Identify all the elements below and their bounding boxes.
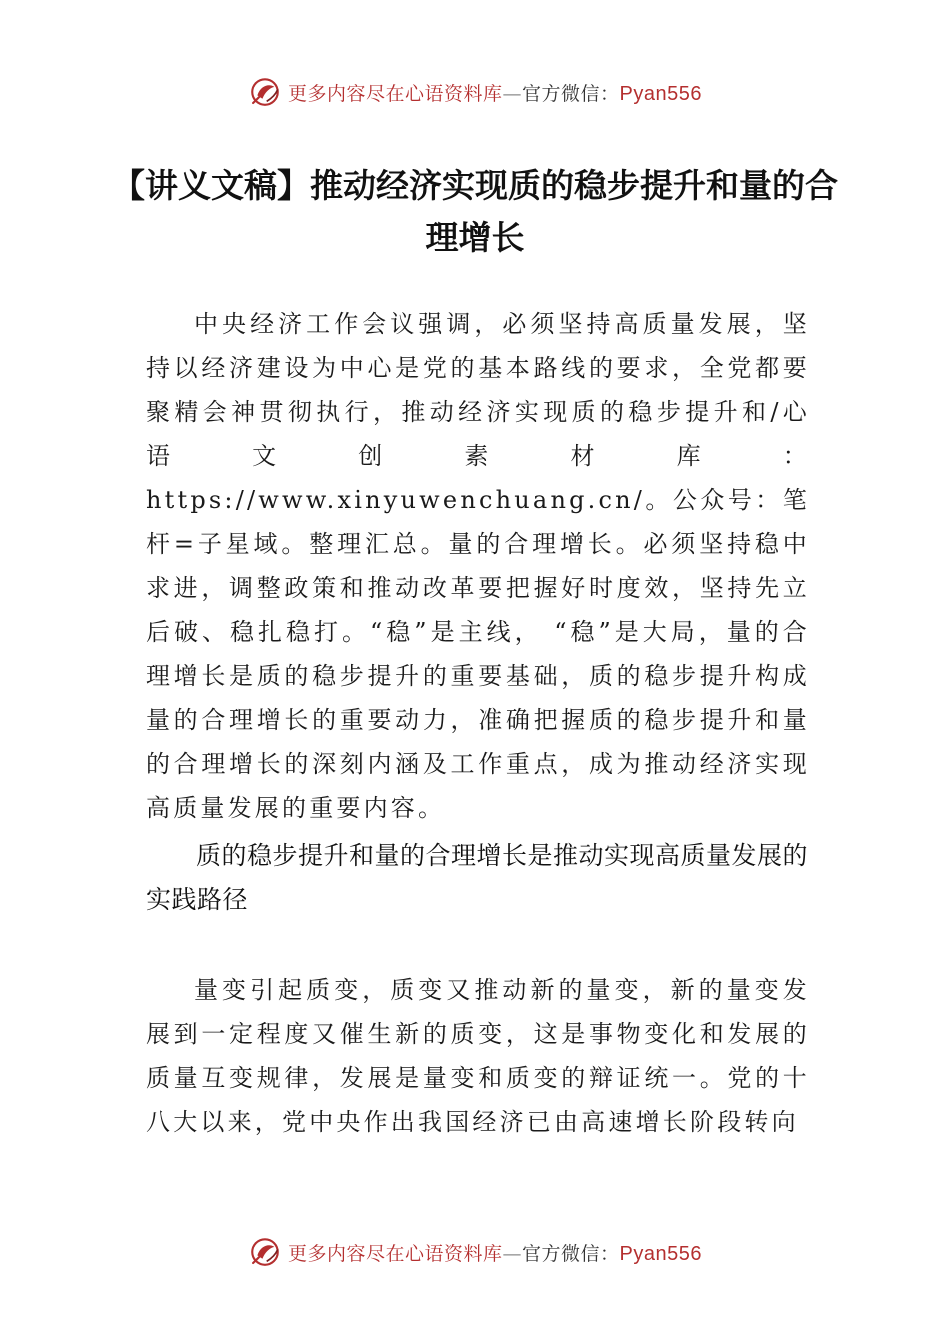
header-wechat-label: 官方微信： (522, 82, 620, 105)
paragraph-1: 中央经济工作会议强调，必须坚持高质量发展，坚持以经济建设为中心是党的基本路线的要求，全党都要聚精会神贯彻执行，推动经济实现质的稳步提升和/心语文创素材库：https://www.xinyuwenchuang.cn/。公众号：笔杆=子星域。整理汇总。量的合理增长。必须坚持稳中求进，调整政策和推动改革要把握好时度效，坚持先立后破、稳扎稳打。“稳”是主线， “稳”是大局，量的合理增长是质的稳步提升的重要基础，质的稳步提升构成量的合理增长的重要动力，准确把握质的稳步提升和量的合理增长的深刻内涵及工作重点，成为推动经济实现高质量发展的重要内容。 (146, 310, 810, 822)
footer-banner-text (288, 1239, 702, 1266)
footer-wechat-label: 官方微信： (522, 1242, 620, 1265)
header-wechat-id: Pyan556 (619, 82, 702, 105)
brand-logo-icon (248, 1235, 282, 1269)
footer-banner-slogan: 更多内容尽在心语资料库 (288, 1242, 503, 1265)
document-title: 【讲义文稿】推动经济实现质的稳步提升和量的合理增长 (112, 166, 838, 257)
header-banner-dash: — (502, 82, 523, 105)
footer-wechat-id: Pyan556 (619, 1242, 702, 1265)
paragraph-2: 量变引起质变，质变又推动新的量变，新的量变发展到一定程度又催生新的质变，这是事物变化和发展的质量互变规律，发展是量变和质变的辩证统一。党的十八大以来，党中央作出我国经济已由高速增长阶段转向 (146, 976, 810, 1136)
footer-banner-dash: — (502, 1242, 523, 1265)
footer-banner (0, 1232, 950, 1272)
section-subheading: 质的稳步提升和量的合理增长是推动实现高质量发展的实践路径 (146, 841, 809, 914)
header-banner (0, 72, 950, 112)
header-banner-slogan: 更多内容尽在心语资料库 (288, 82, 503, 105)
header-banner-text (288, 79, 702, 106)
brand-logo-icon (248, 75, 282, 109)
